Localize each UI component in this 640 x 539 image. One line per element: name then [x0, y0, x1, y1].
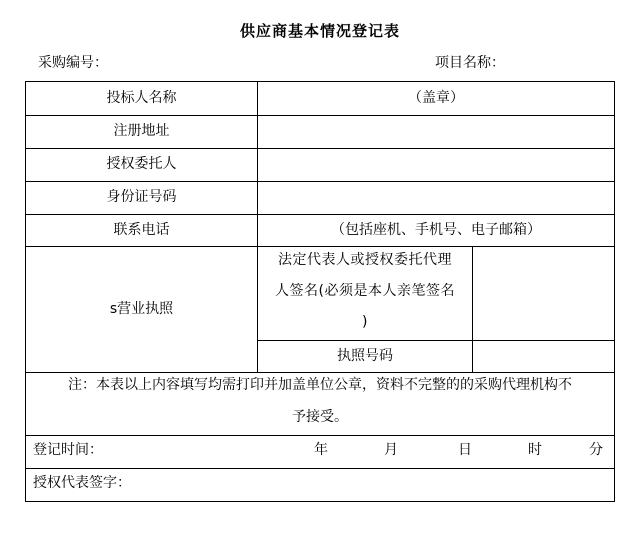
license-number-field[interactable]	[473, 341, 614, 372]
note-line: 予接受。	[292, 409, 348, 425]
hour-unit: 时	[528, 442, 542, 458]
signature-label	[258, 243, 472, 340]
note-line: 注：本表以上内容填写均需打印并加盖单位公章，资料不完整的的采购代理机构不	[68, 377, 572, 393]
signature-field[interactable]	[473, 247, 614, 340]
registered-address-field[interactable]	[258, 116, 614, 148]
year-unit: 年	[314, 442, 328, 458]
contact-phone-field[interactable]: （包括座机、手机号、电子邮箱）	[331, 221, 541, 238]
license-number-label: 执照号码	[337, 347, 393, 364]
note-text	[26, 369, 614, 433]
signature-label-line: 人签名(必须是本人亲笔签名	[275, 283, 455, 299]
registered-address-label: 注册地址	[113, 123, 170, 140]
minute-unit: 分	[589, 442, 603, 458]
signature-label-line: )	[362, 314, 368, 330]
signature-label-line: 法定代表人或授权委托代理	[278, 252, 452, 268]
authorized-agent-field[interactable]	[258, 149, 614, 181]
bidder-name-label: 投标人名称	[106, 89, 177, 106]
business-license-label: s营业执照	[109, 300, 174, 317]
registration-time-label: 登记时间：	[33, 442, 103, 458]
authorized-agent-label: 授权委托人	[106, 156, 177, 173]
authorized-representative-signature-label: 授权代表签字：	[33, 475, 131, 491]
month-unit: 月	[384, 442, 398, 458]
row-divider	[26, 435, 614, 436]
bidder-name-field[interactable]: （盖章）	[408, 89, 464, 106]
day-unit: 日	[458, 442, 472, 458]
project-name-label: 项目名称：	[435, 55, 505, 71]
id-number-field[interactable]	[258, 182, 614, 214]
procurement-number-label: 采购编号：	[38, 55, 108, 71]
contact-phone-label: 联系电话	[113, 221, 170, 238]
row-divider	[26, 468, 614, 469]
signature-label-text	[275, 245, 455, 338]
form-title: 供应商基本情况登记表	[239, 22, 400, 40]
id-number-label: 身份证号码	[106, 189, 177, 206]
registration-table	[25, 81, 615, 502]
